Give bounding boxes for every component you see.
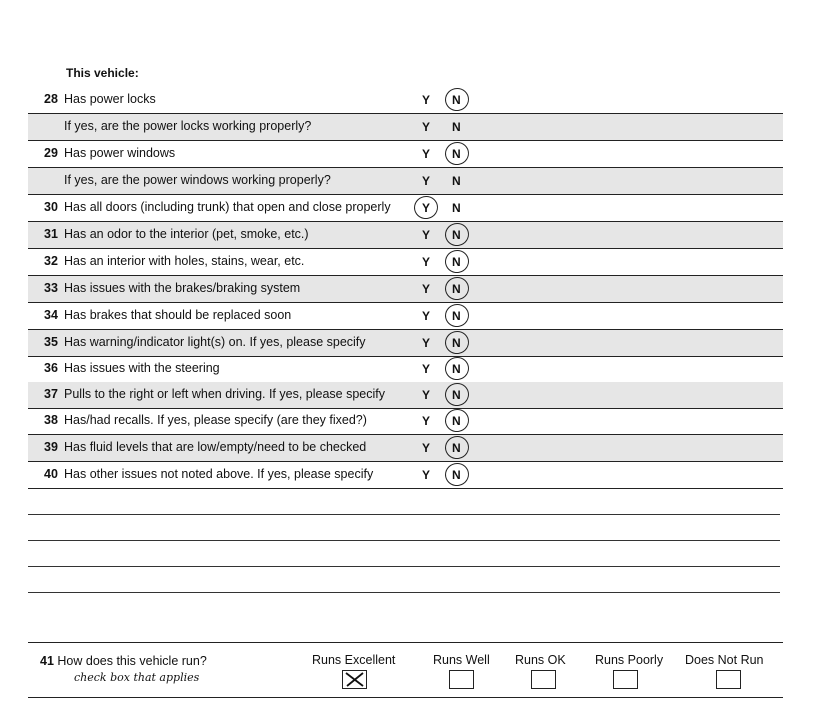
yes-option[interactable]: Y — [422, 147, 431, 161]
answer-circle-mark — [443, 221, 471, 248]
option-label-runs-well: Runs Well — [433, 653, 490, 667]
answer-circle-mark — [443, 329, 471, 356]
question-row-28 — [28, 87, 783, 114]
question-text: Has all doors (including trunk) that open and close properly — [64, 200, 391, 214]
question-row-40 — [28, 462, 783, 489]
no-option[interactable]: N — [452, 255, 461, 269]
option-label-does-not-run: Does Not Run — [685, 653, 764, 667]
answer-circle-mark — [443, 86, 471, 113]
question-text: Has power windows — [64, 146, 176, 160]
yes-option[interactable]: Y — [422, 336, 431, 350]
question-text: Has fluid levels that are low/empty/need to be checked — [64, 440, 367, 454]
no-option[interactable]: N — [452, 388, 461, 402]
answer-circle-mark — [443, 461, 471, 488]
question-row-36 — [28, 356, 783, 383]
question-number: 33 — [44, 281, 58, 295]
question-row-31 — [28, 222, 783, 249]
question-41-section — [28, 642, 783, 698]
no-option[interactable]: N — [452, 414, 461, 428]
checkbox-runs-well[interactable] — [449, 670, 474, 689]
question-text: Has brakes that should be replaced soon — [64, 308, 292, 322]
question-number: 32 — [44, 254, 58, 268]
option-label-runs-poorly: Runs Poorly — [595, 653, 664, 667]
checkbox-does-not-run[interactable] — [716, 670, 741, 689]
question-row-34 — [28, 303, 783, 330]
question-row-37 — [28, 382, 783, 409]
no-option[interactable]: N — [452, 336, 461, 350]
yes-option[interactable]: Y — [422, 201, 431, 215]
yes-option[interactable]: Y — [422, 414, 431, 428]
yes-option[interactable]: Y — [422, 441, 431, 455]
question-text: Has/had recalls. If yes, please specify (are they fixed?) — [64, 413, 367, 427]
section-title: This vehicle: — [66, 66, 139, 80]
question-row-29-followup — [28, 168, 783, 195]
question-number: 34 — [44, 308, 58, 322]
question-row-28-followup — [28, 114, 783, 141]
question-number: 38 — [44, 413, 58, 427]
yes-option[interactable]: Y — [422, 282, 431, 296]
option-label-runs-ok: Runs OK — [515, 653, 566, 667]
answer-circle-mark — [443, 302, 471, 329]
question-text: Has issues with the steering — [64, 361, 220, 375]
question-text: Pulls to the right or left when driving. If yes, please specify — [64, 387, 385, 401]
question-number: 40 — [44, 467, 58, 481]
checkbox-runs-ok[interactable] — [531, 670, 556, 689]
question-number: 28 — [44, 92, 58, 106]
checkbox-runs-excellent[interactable] — [342, 670, 367, 689]
yes-option[interactable]: Y — [422, 468, 431, 482]
blank-answer-line[interactable] — [28, 592, 780, 593]
answer-circle-mark — [443, 355, 471, 382]
question-row-30 — [28, 195, 783, 222]
yes-option[interactable]: Y — [422, 93, 431, 107]
question-text: Has an odor to the interior (pet, smoke, etc.) — [64, 227, 309, 241]
answer-circle-mark — [443, 275, 471, 302]
question-row-39 — [28, 435, 783, 462]
question-text: Has warning/indicator light(s) on. If yes, please specify — [64, 335, 366, 349]
answer-circle-mark — [443, 381, 471, 408]
answer-circle-mark — [443, 407, 471, 434]
question-number: 31 — [44, 227, 58, 241]
question-number: 29 — [44, 146, 58, 160]
no-option[interactable]: N — [452, 201, 461, 215]
question-number: 30 — [44, 200, 58, 214]
no-option[interactable]: N — [452, 362, 461, 376]
question-text: Has power locks — [64, 92, 156, 106]
yes-option[interactable]: Y — [422, 362, 431, 376]
question-row-33 — [28, 276, 783, 303]
question-number: 35 — [44, 335, 58, 349]
question-row-38 — [28, 408, 783, 435]
no-option[interactable]: N — [452, 468, 461, 482]
no-option[interactable]: N — [452, 228, 461, 242]
no-option[interactable]: N — [452, 93, 461, 107]
question-text: If yes, are the power windows working properly? — [64, 173, 331, 187]
yes-option[interactable]: Y — [422, 174, 431, 188]
option-label-runs-excellent: Runs Excellent — [312, 653, 396, 667]
question-text: Has other issues not noted above. If yes, please specify — [64, 467, 374, 481]
yes-option[interactable]: Y — [422, 120, 431, 134]
yes-option[interactable]: Y — [422, 309, 431, 323]
answer-circle-mark — [443, 248, 471, 275]
yes-option[interactable]: Y — [422, 255, 431, 269]
question-number: 39 — [44, 440, 58, 454]
answer-circle-mark — [443, 140, 471, 167]
question-number: 41 — [40, 654, 54, 668]
checkbox-runs-poorly[interactable] — [613, 670, 638, 689]
answer-circle-mark — [412, 194, 440, 221]
instruction-text: check box that applies — [74, 671, 200, 684]
check-x-mark-icon — [343, 671, 366, 688]
blank-answer-line[interactable] — [28, 566, 780, 567]
no-option[interactable]: N — [452, 309, 461, 323]
question-row-35 — [28, 330, 783, 357]
no-option[interactable]: N — [452, 120, 461, 134]
question-row-29 — [28, 141, 783, 168]
yes-option[interactable]: Y — [422, 228, 431, 242]
question-text: Has an interior with holes, stains, wear, etc. — [64, 254, 305, 268]
question-text: Has issues with the brakes/braking system — [64, 281, 301, 295]
no-option[interactable]: N — [452, 441, 461, 455]
no-option[interactable]: N — [452, 147, 461, 161]
blank-answer-line[interactable] — [28, 540, 780, 541]
answer-circle-mark — [443, 434, 471, 461]
question-text: If yes, are the power locks working properly? — [64, 119, 312, 133]
no-option[interactable]: N — [452, 282, 461, 296]
question-number: 37 — [44, 387, 58, 401]
no-option[interactable]: N — [452, 174, 461, 188]
blank-answer-line[interactable] — [28, 514, 780, 515]
question-text: How does this vehicle run? — [57, 654, 207, 668]
yes-option[interactable]: Y — [422, 388, 431, 402]
question-row-32 — [28, 249, 783, 276]
question-number: 36 — [44, 361, 58, 375]
question-41 — [40, 654, 207, 668]
